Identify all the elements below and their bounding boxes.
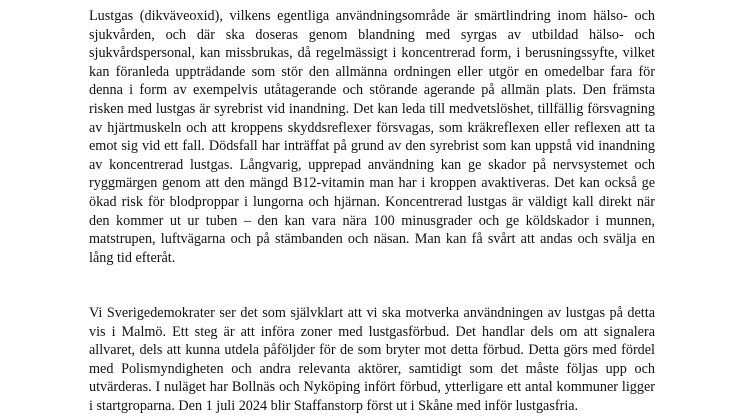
body-paragraph-2: Vi Sverigedemokrater ser det som självklart att vi ska motverka användningen av lustgas på detta vis i Malmö. Ett steg är att införa zoner med lustgasförbud. Det handlar dels om att signalera allvaret, dels att kunna utdela påföljder för de som bryter mot detta förbud. Detta görs med fördel med Polismyndigheten och andra relevanta aktörer, samtidigt som det måste följas upp och utvärderas. I nuläget har Bollnäs och Nyköping infört förbud, ytterligare ett antal kommuner ligger i startgroparna. Den 1 juli 2024 blir Staffanstorp först ut i Skåne med inför lustgasfria. (89, 305, 655, 414)
body-paragraph-1: Lustgas (dikväveoxid), vilkens egentliga användningsområde är smärtlindring inom hälso- och sjukvården, och där ska doseras genom blandning med syrgas av utbildad hälso- och sjukvårdspersonal, kan missbrukas, då regelmässigt i koncentrerad form, i berusningssyfte, vilket kan föranleda uppträdande som stör den allmänna ordningen eller utgör en omedelbar fara för denna i form av exempelvis utåtagerande och störande agerande på allmän plats. Den främsta risken med lustgas är syrebrist vid inandning. Det kan leda till medvetslöshet, tillfällig försvagning av hjärtmuskeln och att kroppens skyddsreflexer försvagas, som kräkreflexen eller reflexen att ta emot sig vid ett fall. Dödsfall har inträffat på grund av den syrebrist som kan uppstå vid inandning av koncentrerad lustgas. Långvarig, upprepad användning kan ge skador på nervsystemet och ryggmärgen genom att den mängd B12-vitamin man har i kroppen avaktiveras. Det kan också ge ökad risk för blodproppar i lungorna och hjärnan. Koncentrerad lustgas är väldigt kall direkt när den kommer ut ur tuben – den kan vara nära 100 minusgrader och ge köldskador i munnen, matstrupen, luftvägarna och på stämbanden och näsan. Man kan få svårt att andas och svälja en lång tid efteråt. (89, 8, 655, 266)
